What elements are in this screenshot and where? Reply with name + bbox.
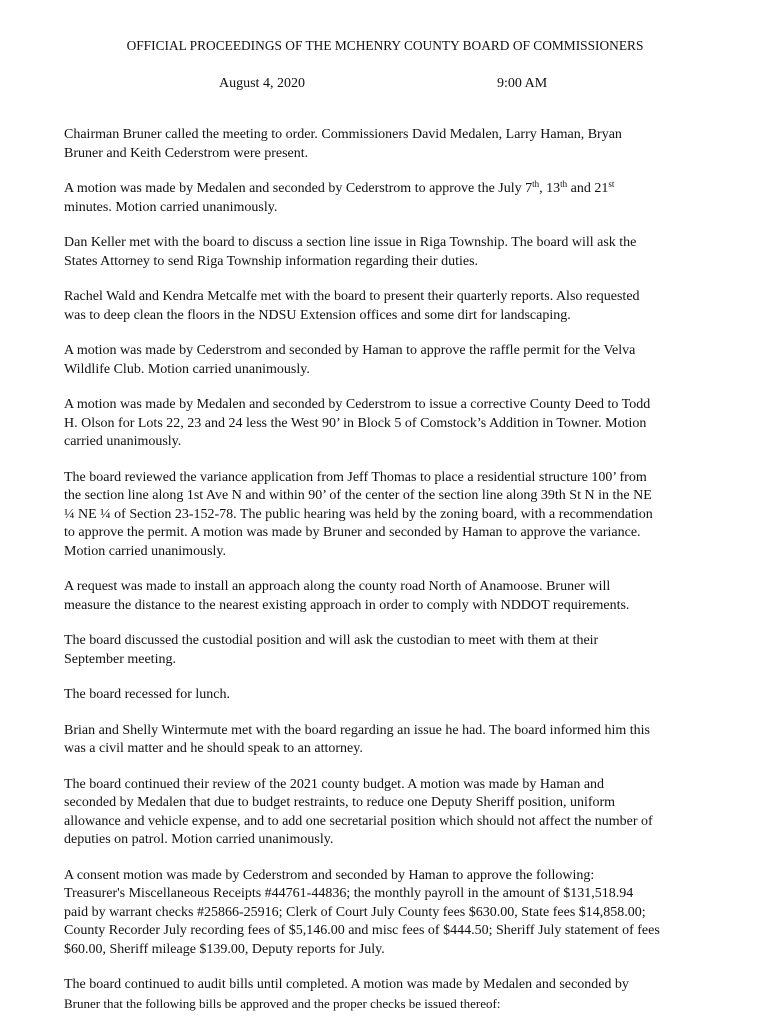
paragraph-variance: The board reviewed the variance application from Jeff Thomas to place a residential structure 100’ from the section line along 1st Ave N and within 90’ of the center of the section line along 39th St N in the NE ¼ NE ¼ of Section 23-152-78. The public hearing was held by the zoning board, with a recommendation to approve the permit. A motion was made by Bruner and seconded by Haman to approve the variance. Motion carried unanimously.: [64, 469, 653, 559]
minutes-sup-2: th: [560, 179, 568, 189]
paragraph-consent-motion: A consent motion was made by Cederstrom and seconded by Haman to approve the following: Treasurer's Miscellaneous Receipts #44761-44836; the monthly payroll in the amount of $131,518.94 paid by warrant checks #25866-25916; Clerk of Court July County fees $630.00, State fees $14,858.00; County Recorder July recording fees of $5,146.00 and misc fees of $444.50; Sheriff July statement of fees $60.00, Sheriff mileage $139.00, Deputy reports for July.: [64, 867, 660, 957]
meeting-date: August 4, 2020: [219, 76, 305, 91]
paragraph-county-deed: A motion was made by Medalen and seconded by Cederstrom to issue a corrective County Deed to Todd H. Olson for Lots 22, 23 and 24 less the West 90’ in Block 5 of Comstock’s Addition in Towner. Motion carried unanimously.: [64, 397, 651, 449]
paragraph-budget-review: The board continued their review of the 2021 county budget. A motion was made by Haman and seconded by Medalen that due to budget restraints, to reduce one Deputy Sheriff position, uniform allowance and vehicle expense, and to add one secretarial position which should not affect the number of deputies on patrol. Motion carried unanimously.: [64, 776, 653, 847]
meeting-time: 9:00 AM: [497, 76, 548, 91]
minutes-text-c: and 21: [567, 181, 609, 196]
paragraph-lunch-recess: The board recessed for lunch.: [64, 687, 230, 702]
minutes-text-b: , 13: [539, 181, 561, 196]
paragraph-call-to-order: Chairman Bruner called the meeting to order. Commissioners David Medalen, Larry Haman, Bryan Bruner and Keith Cederstrom were present.: [64, 127, 622, 161]
paragraph-custodial: The board discussed the custodial position and will ask the custodian to meet with them at their September meeting.: [64, 633, 599, 667]
paragraph-raffle-permit: A motion was made by Cederstrom and seconded by Haman to approve the raffle permit for the Velva Wildlife Club. Motion carried unanimously.: [64, 343, 636, 377]
paragraph-approach-request: A request was made to install an approach along the county road North of Anamoose. Bruner will measure the distance to the nearest existing approach in order to comply with NDDOT requirements.: [64, 579, 630, 613]
audit-bills-line-1: The board continued to audit bills until completed. A motion was made by Medalen and seconded by: [64, 977, 629, 992]
paragraph-section-line: Dan Keller met with the board to discuss a section line issue in Riga Township. The board will ask the States Attorney to send Riga Township information regarding their duties.: [64, 235, 637, 269]
audit-bills-line-2: Bruner that the following bills be approved and the proper checks be issued thereof:: [64, 995, 501, 1011]
document-title: OFFICIAL PROCEEDINGS OF THE MCHENRY COUNTY BOARD OF COMMISSIONERS: [126, 38, 644, 53]
minutes-text-a: A motion was made by Medalen and seconded by Cederstrom to approve the July 7: [64, 181, 533, 196]
paragraph-quarterly-reports: Rachel Wald and Kendra Metcalfe met with the board to present their quarterly reports. Also requested was to deep clean the floors in the NDSU Extension offices and some dirt for landscaping.: [64, 289, 640, 323]
proceedings-body: [64, 126, 714, 1014]
paragraph-minutes-approval: [64, 180, 714, 217]
paragraph-audit-bills: [64, 976, 714, 1014]
minutes-sup-1: th: [532, 179, 540, 189]
minutes-sup-3: st: [608, 179, 615, 189]
paragraph-wintermute: Brian and Shelly Wintermute met with the board regarding an issue he had. The board informed him this was a civil matter and he should speak to an attorney.: [64, 722, 651, 756]
minutes-text-d: minutes. Motion carried unanimously.: [64, 199, 278, 215]
